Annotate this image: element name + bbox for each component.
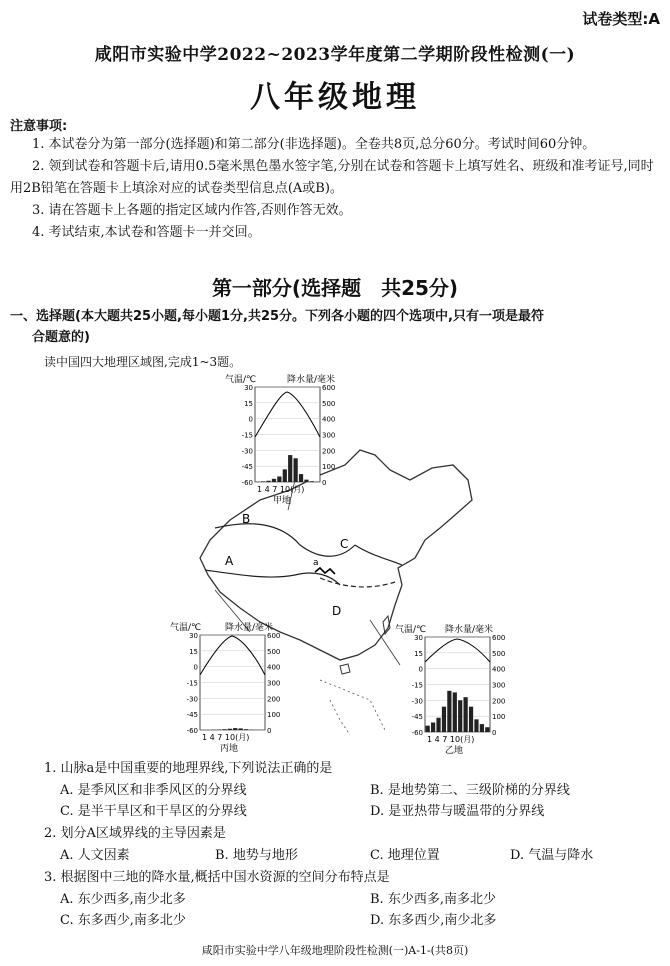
question-2-option-b[interactable]: B. 地势与地形: [215, 848, 298, 863]
precip-bar: [261, 481, 265, 482]
temp-axis-label: 气温/℃: [170, 623, 202, 633]
precip-tick: 0: [267, 727, 272, 735]
exam-title: 咸阳市实验中学2022~2023学年度第二学期阶段性检测(一): [94, 45, 576, 65]
climate-chart-jia: [225, 373, 335, 506]
precip-tick: 400: [322, 415, 336, 424]
hainan-island: [340, 664, 350, 674]
question-1-option-c[interactable]: C. 是半干旱区和干旱区的分界线: [60, 804, 247, 819]
station-yi-label: 乙地: [445, 746, 464, 756]
station-jia-label: 甲地: [273, 496, 292, 506]
question-1-option-d[interactable]: D. 是亚热带与暖温带的分界线: [370, 804, 545, 819]
china-regions-map: [170, 370, 520, 760]
precip-tick: 500: [322, 399, 336, 408]
precip-bar: [277, 476, 281, 482]
temp-tick: 30: [244, 384, 253, 392]
temp-tick: -15: [186, 679, 198, 688]
precip-bar: [304, 480, 308, 482]
precip-tick: 500: [492, 649, 506, 658]
precip-bar: [447, 691, 451, 732]
question-2-stem: 2. 划分A区域界线的主导因素是: [44, 826, 226, 841]
precip-bar: [458, 700, 462, 732]
temp-tick: 15: [244, 399, 253, 408]
precip-tick: 600: [492, 634, 506, 642]
month-ticks: 1 4 7 10(月): [202, 733, 250, 742]
temp-tick: -30: [241, 447, 253, 456]
question-intro: 读中国四大地理区域图,完成1~3题。: [44, 355, 242, 369]
precip-bar: [426, 726, 430, 732]
precip-tick: 300: [267, 679, 281, 688]
precip-axis-label: 降水量/毫米: [287, 375, 336, 385]
question-3-option-d[interactable]: D. 东多西少,南少北多: [370, 913, 497, 928]
region-label-a: A: [225, 554, 234, 568]
question-3-option-a[interactable]: A. 东少西多,南少北多: [60, 892, 186, 907]
temp-tick: -45: [411, 713, 423, 722]
precip-bar: [288, 455, 292, 482]
month-ticks: 1 4 7 10(月): [257, 485, 305, 494]
south-sea-islands: [320, 680, 385, 735]
question-1-stem: 1. 山脉a是中国重要的地理界线,下列说法正确的是: [44, 761, 333, 776]
precip-axis-label: 降水量/毫米: [225, 623, 274, 633]
precip-tick: 100: [267, 711, 281, 720]
precip-bar: [233, 728, 237, 730]
temp-tick: -60: [186, 727, 198, 735]
note-item: 3. 请在答题卡上各题的指定区域内作答,否则作答无效。: [32, 203, 352, 218]
month-ticks: 1 4 7 10(月): [427, 735, 475, 744]
precip-tick: 500: [267, 647, 281, 656]
section-heading: [10, 306, 660, 348]
precip-bar: [310, 481, 314, 482]
precip-bar: [431, 723, 435, 733]
temp-tick: -60: [411, 729, 423, 737]
notes-heading: 注意事项:: [10, 119, 68, 134]
part-title: 第一部分(选择题 共25分): [211, 276, 459, 300]
section-heading-line1: 一、选择题(本大题共25小题,每小题1分,共25分。下列各小题的四个选项中,只有一项是最符: [10, 309, 544, 324]
temp-axis-label: 气温/℃: [395, 625, 427, 635]
precip-tick: 600: [322, 384, 336, 392]
precip-tick: 400: [492, 665, 506, 674]
precip-tick: 200: [322, 447, 336, 456]
temp-tick: -60: [241, 479, 253, 487]
region-boundary-c: [355, 545, 402, 565]
precip-tick: 300: [492, 681, 506, 690]
climate-chart-yi: [395, 623, 505, 756]
precip-bar: [474, 719, 478, 732]
precip-bar: [283, 469, 287, 482]
question-3-stem: 3. 根据图中三地的降水量,概括中国水资源的空间分布特点是: [44, 870, 390, 885]
question-3-option-c[interactable]: C. 东多西少,南多北少: [60, 913, 186, 928]
precip-tick: 0: [322, 479, 327, 487]
precip-bar: [480, 724, 484, 732]
question-3-option-b[interactable]: B. 东少西多,南多北少: [370, 892, 496, 907]
precip-bar: [442, 707, 446, 732]
mountain-label-a: a: [313, 558, 319, 568]
precip-tick: 300: [322, 431, 336, 440]
temp-tick: -30: [186, 695, 198, 704]
temp-tick: -45: [241, 463, 253, 472]
region-boundary-d: [320, 578, 395, 587]
region-label-d: D: [332, 604, 342, 618]
question-1-option-a[interactable]: A. 是季风区和非季风区的分界线: [60, 783, 247, 798]
notes-list: [10, 134, 660, 244]
temp-tick: 15: [414, 649, 423, 658]
precip-tick: 400: [267, 663, 281, 672]
temp-tick: 0: [193, 663, 198, 672]
temp-axis-label: 气温/℃: [225, 375, 257, 385]
note-item: 4. 考试结束,本试卷和答题卡一并交回。: [32, 225, 261, 240]
precip-axis-label: 降水量/毫米: [445, 625, 494, 635]
precip-bar: [244, 729, 248, 730]
precip-tick: 200: [267, 695, 281, 704]
climate-chart-bing: [170, 621, 280, 754]
region-boundary-b: [215, 524, 355, 557]
note-item: 2. 领到试卷和答题卡后,请用0.5毫米黑色墨水签字笔,分别在试卷和答题卡上填写姓名、班级和准考证号,同时用2B铅笔在答题卡上填涂对应的试卷类型信息点(A或B)。: [10, 159, 654, 196]
precip-bar: [485, 727, 489, 732]
note-item: 1. 本试卷分为第一部分(选择题)和第二部分(非选择题)。全卷共8页,总分60分。考试时间60分钟。: [32, 137, 596, 152]
temp-tick: -45: [186, 711, 198, 720]
temp-tick: 15: [189, 647, 198, 656]
section-heading-line2: 合题意的): [32, 330, 90, 345]
temp-tick: -15: [241, 431, 253, 440]
temp-tick: 30: [189, 632, 198, 640]
region-label-c: C: [340, 537, 349, 551]
precip-tick: 100: [322, 463, 336, 472]
question-2-option-a[interactable]: A. 人文因素: [60, 848, 130, 863]
subject-title: 八年级地理: [250, 80, 420, 115]
precip-tick: 600: [267, 632, 281, 640]
precip-bar: [272, 479, 276, 482]
precip-bar: [222, 729, 226, 730]
paper-type-label: 试卷类型:A: [582, 10, 660, 28]
precip-bar: [469, 707, 473, 732]
precip-bar: [299, 474, 303, 482]
precip-bar: [228, 729, 232, 730]
precip-tick: 100: [492, 713, 506, 722]
question-1-option-b[interactable]: B. 是地势第二、三级阶梯的分界线: [370, 783, 570, 798]
precip-bar: [266, 481, 270, 482]
region-boundary-a: [205, 570, 340, 585]
precip-tick: 200: [492, 697, 506, 706]
precip-bar: [436, 718, 440, 732]
temp-tick: 0: [418, 665, 423, 674]
question-2-option-d[interactable]: D. 气温与降水: [510, 848, 594, 863]
temp-tick: 0: [248, 415, 253, 424]
region-label-b: B: [242, 512, 251, 526]
precip-bar: [294, 458, 298, 482]
precip-bar: [453, 692, 457, 732]
station-bing-label: 丙地: [220, 744, 239, 754]
temp-tick: -30: [411, 697, 423, 706]
temp-tick: -15: [411, 681, 423, 690]
precip-bar: [239, 728, 243, 730]
precip-bar: [464, 697, 468, 732]
precip-tick: 0: [492, 729, 497, 737]
temp-tick: 30: [414, 634, 423, 642]
page-footer: 咸阳市实验中学八年级地理阶段性检测(一)A-1-(共8页): [201, 944, 469, 957]
question-2-option-c[interactable]: C. 地理位置: [370, 848, 440, 863]
